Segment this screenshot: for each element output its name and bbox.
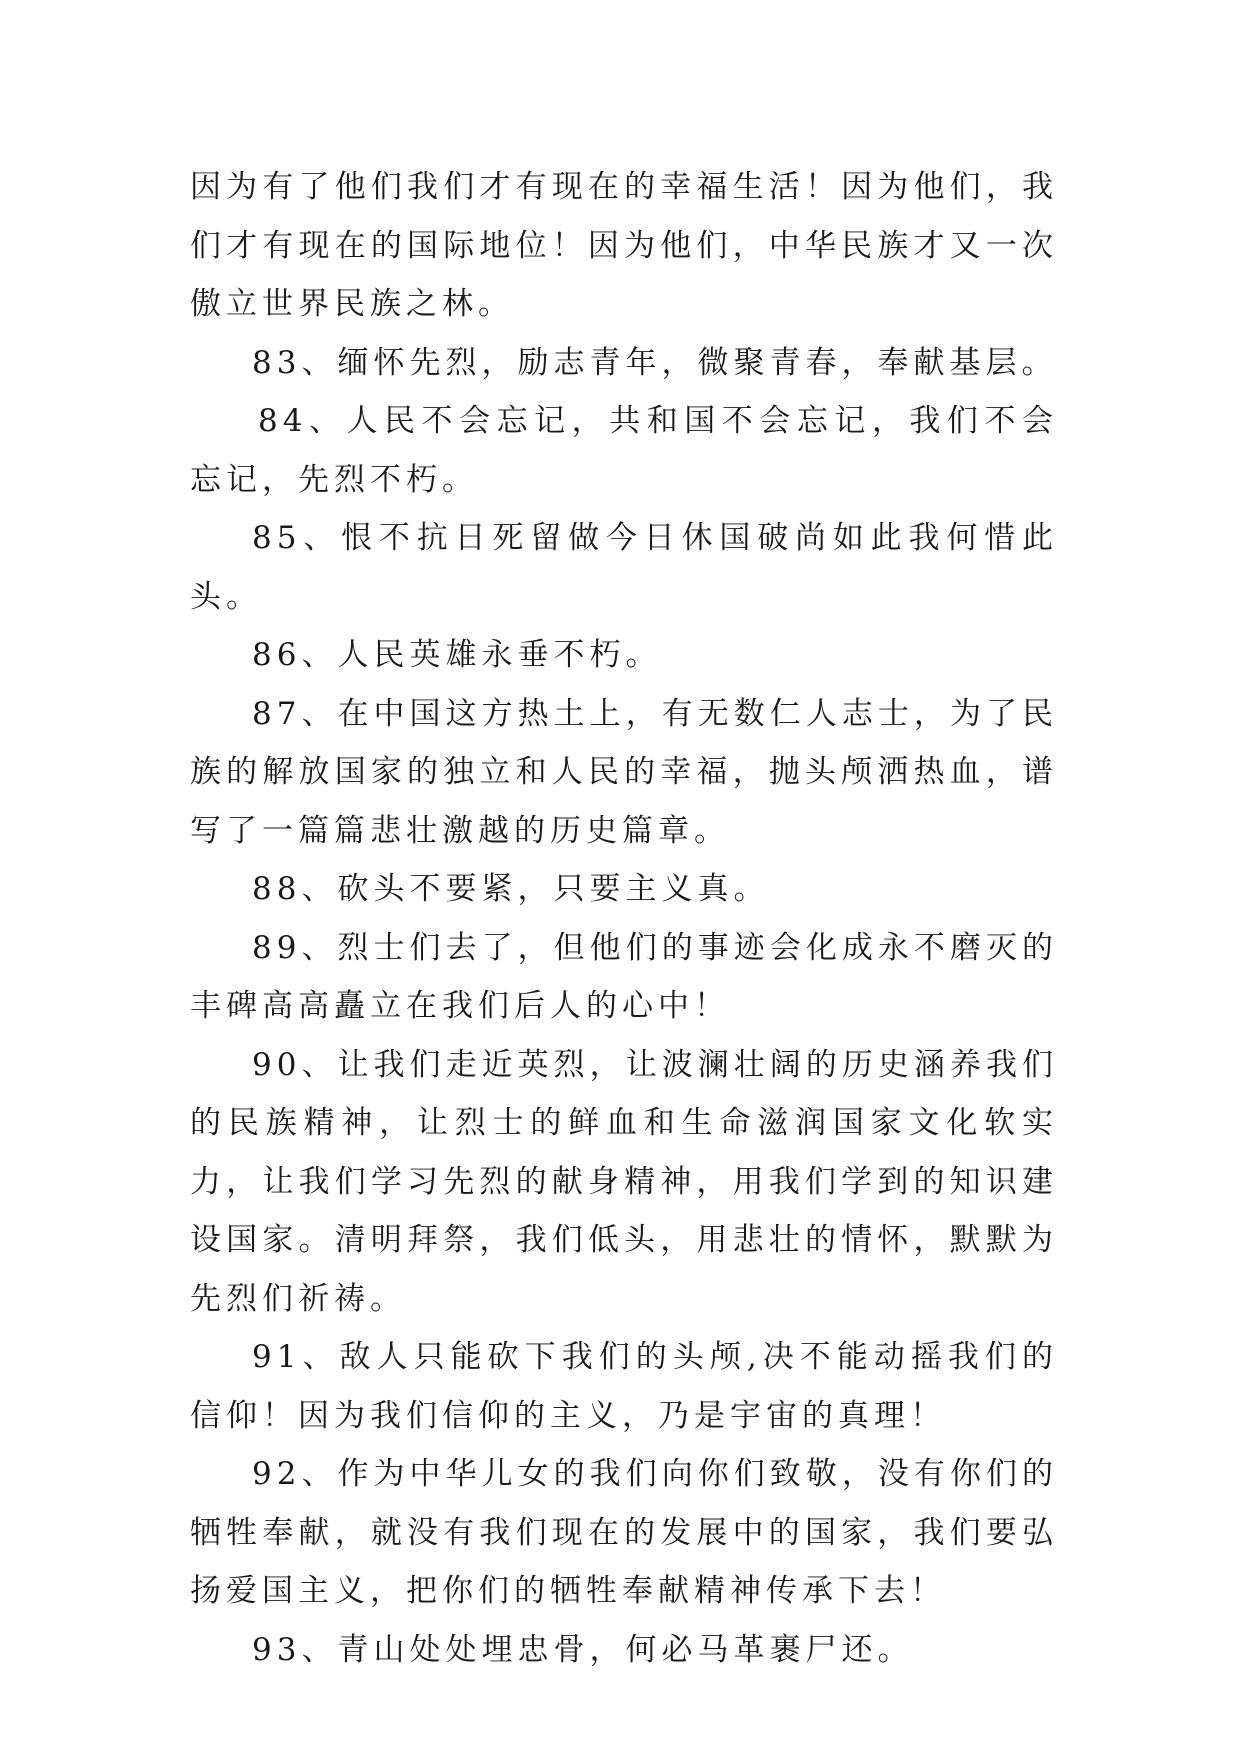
paragraph-item-93: 93、青山处处埋忠骨，何必马革裹尸还。: [252, 1631, 914, 1668]
paragraph-item-91: 91、敌人只能砍下我们的头颅,决不能动摇我们的信仰！因为我们信仰的主义，乃是宇宙的真理！: [190, 1339, 1058, 1434]
paragraph-item-86: 86、人民英雄永垂不朽。: [252, 637, 662, 673]
paragraph-item-85: 85、恨不抗日死留做今日休国破尚如此我何惜此头。: [190, 520, 1058, 615]
paragraph-item-89: 89、烈士们去了，但他们的事迹会化成永不磨灭的丰碑高高矗立在我们后人的心中！: [190, 929, 1058, 1024]
paragraph-item-87: 87、在中国这方热土上，有无数仁人志士，为了民族的解放国家的独立和人民的幸福，抛头颅洒热血，谱写了一篇篇悲壮激越的历史篇章。: [190, 695, 1058, 849]
paragraph-continuation: 因为有了他们我们才有现在的幸福生活！因为他们，我们才有现在的国际地位！因为他们，中华民族才又一次傲立世界民族之林。: [190, 169, 1058, 322]
paragraph-item-92: 92、作为中华儿女的我们向你们致敬，没有你们的牺牲奉献，就没有我们现在的发展中的国家，我们要弘扬爱国主义，把你们的牺牲奉献精神传承下去！: [190, 1456, 1058, 1609]
paragraph-item-88: 88、砍头不要紧，只要主义真。: [252, 871, 770, 907]
document-body: [190, 158, 1058, 1679]
paragraph-item-83: 83、缅怀先烈，励志青年，微聚青春，奉献基层。: [252, 344, 1058, 381]
paragraph-item-90: 90、让我们走近英烈，让波澜壮阔的历史涵养我们的民族精神，让烈士的鲜血和生命滋润国家文化软实力，让我们学习先烈的献身精神，用我们学到的知识建设国家。清明拜祭，我们低头，用悲壮的情怀，默默为先烈们祈祷。: [190, 1046, 1058, 1317]
paragraph-item-84: 84、人民不会忘记，共和国不会忘记，我们不会忘记，先烈不朽。: [190, 403, 1058, 498]
